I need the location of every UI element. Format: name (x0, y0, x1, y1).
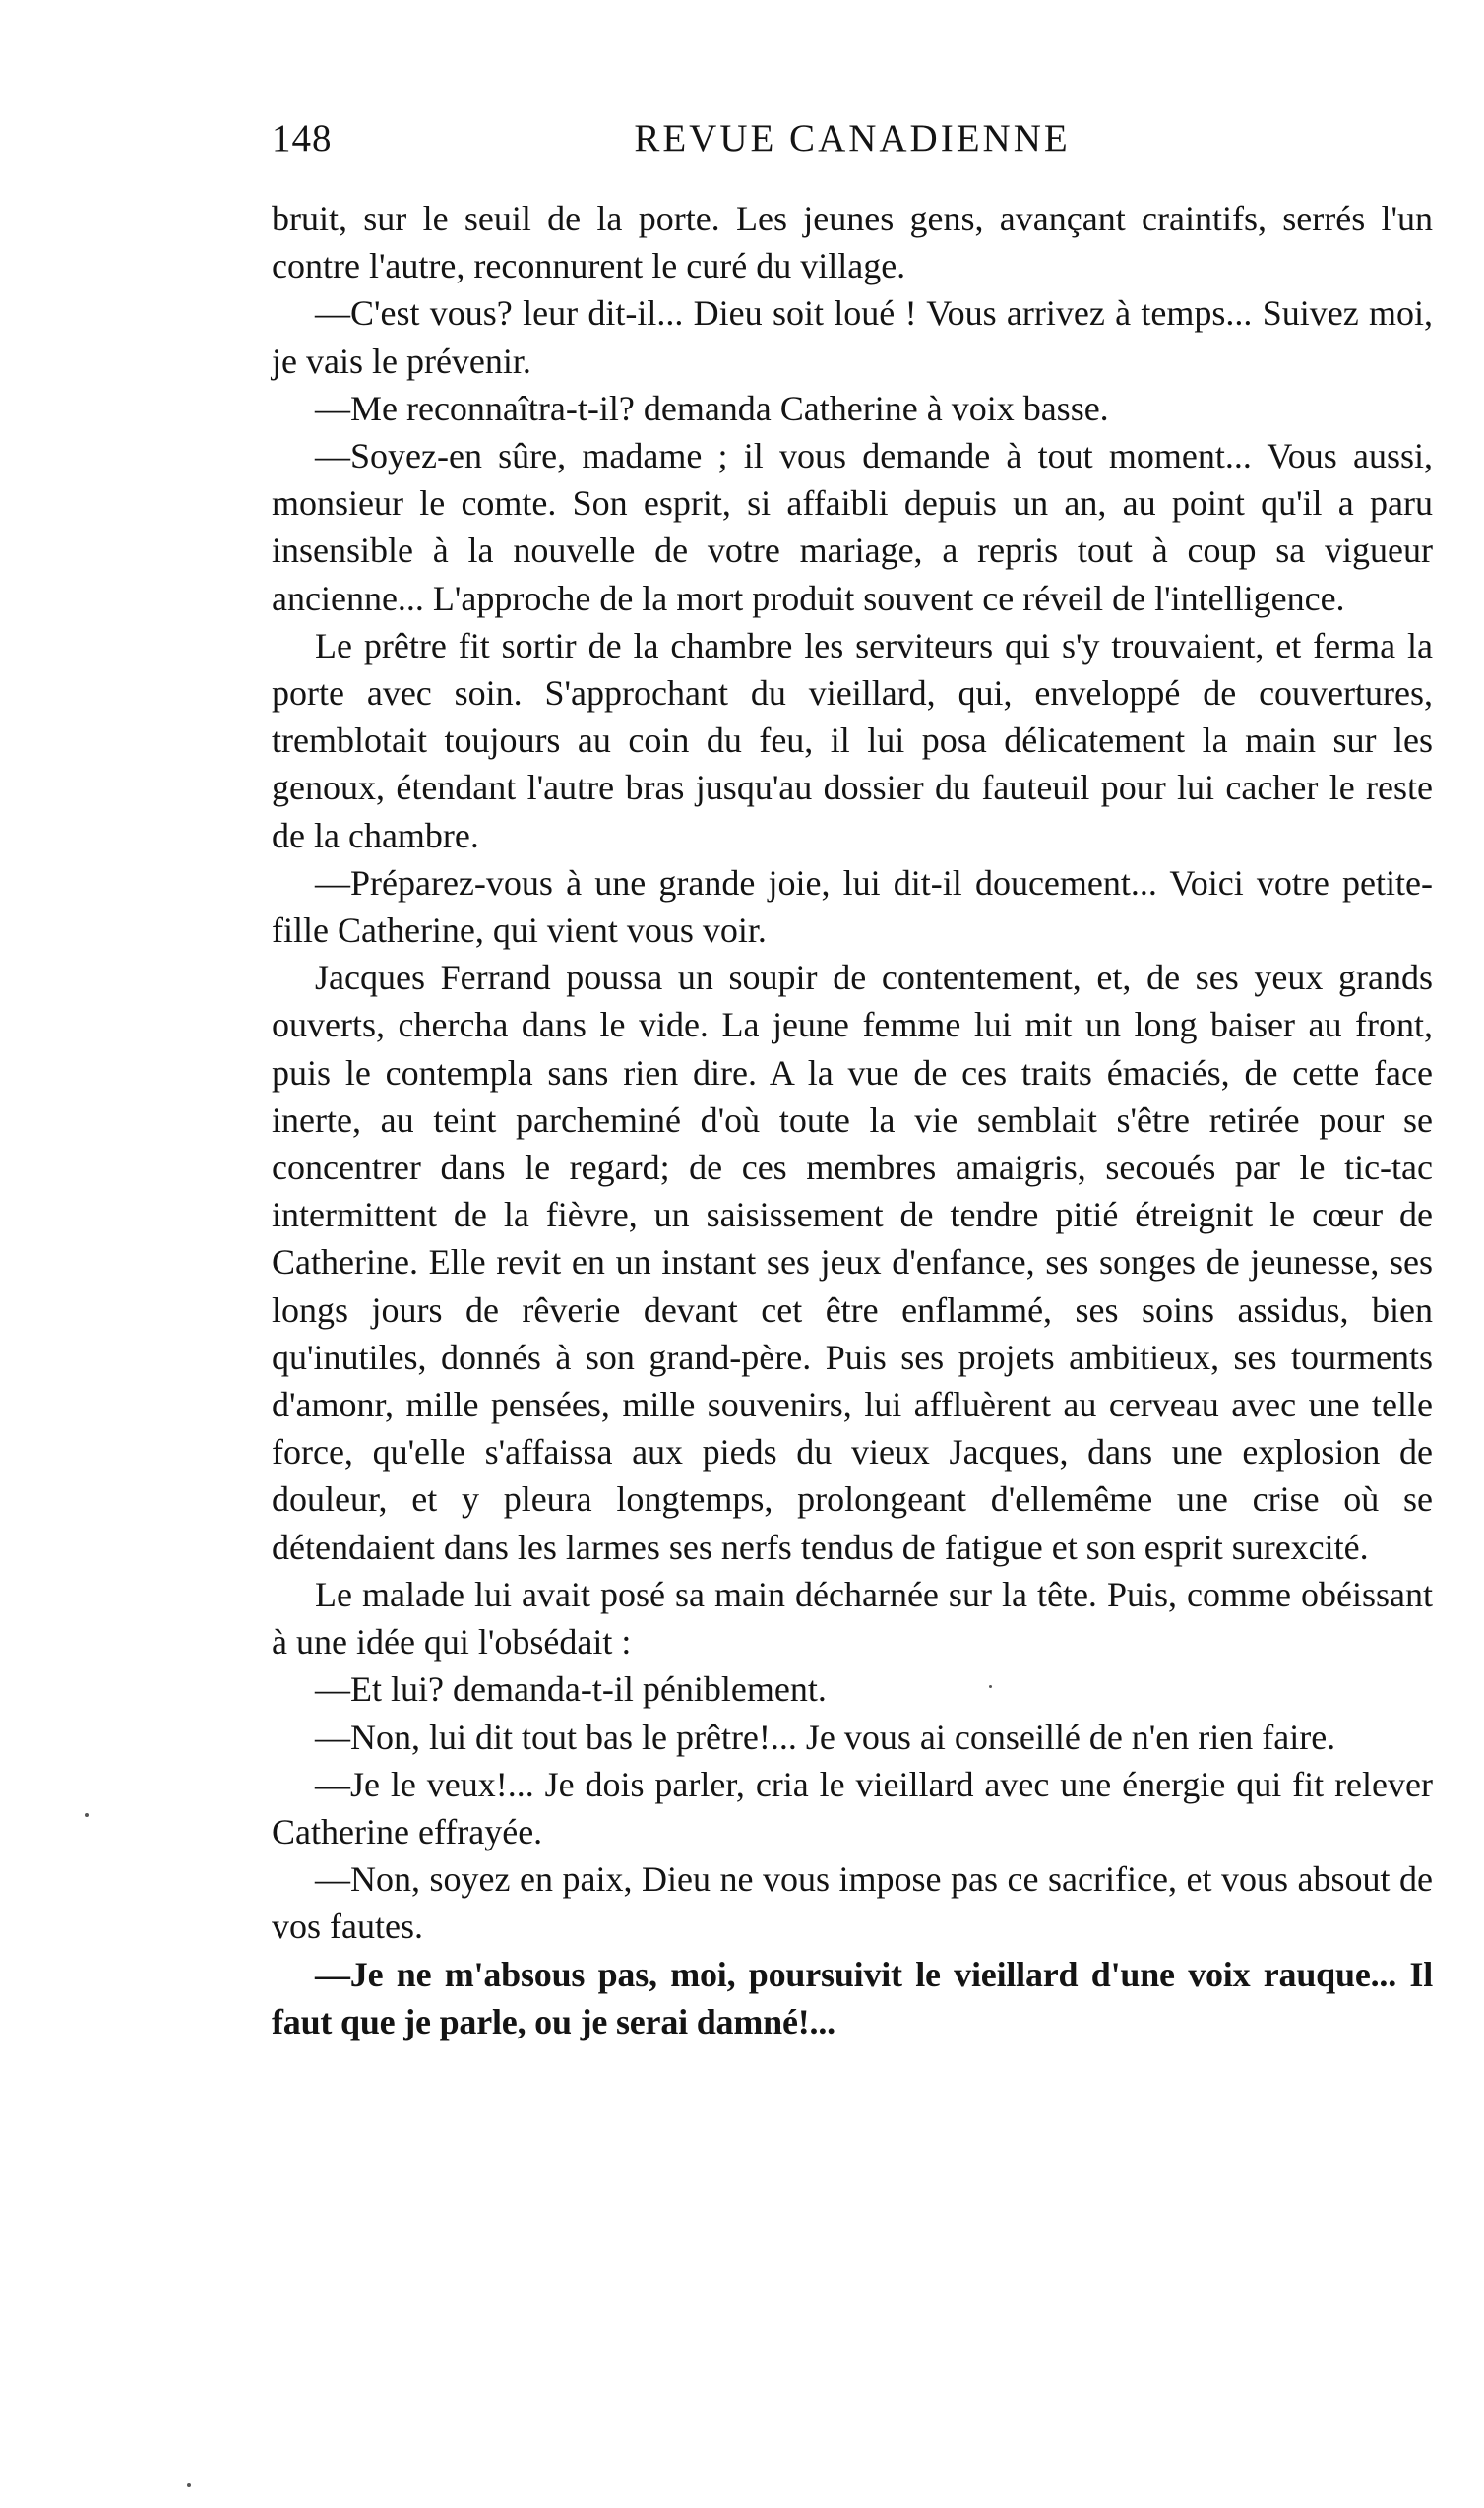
paragraph-dialogue: —Et lui? demanda-t-il péniblement. (315, 1669, 827, 1710)
paragraph-dialogue: —Soyez-en sûre, madame ; il vous demande à tout moment... Vous aussi, monsieur le comte. Son esprit, si affaibli depuis un an, au point qu'il a paru insensible à la nouvelle de votre mariage, a repris tout à coup sa vigueur ancienne... L'approche de la mort produit souvent ce réveil de l'intelligence. (272, 436, 1433, 618)
page-number: 148 (272, 117, 333, 159)
paragraph: Le prêtre fit sortir de la chambre les serviteurs qui s'y trouvaient, et ferma la porte avec soin. S'approchant du vieillard, qui, enveloppé de couvertures, tremblotait toujours au coin du feu, il lui posa délicatement la main sur les genoux, étendant l'autre bras jusqu'au dossier du fauteuil pour lui cacher le reste de la chambre. (272, 625, 1433, 855)
paragraph: Le malade lui avait posé sa main décharnée sur la tête. Puis, comme obéissant à une idée qui l'obsédait : (272, 1574, 1433, 1662)
paragraph-dialogue: —Me reconnaîtra-t-il? demanda Catherine à voix basse. (315, 388, 1109, 428)
paragraph: Jacques Ferrand poussa un soupir de contentement, et, de ses yeux grands ouverts, chercha dans le vide. La jeune femme lui mit un long baiser au front, puis le contempla sans rien dire. A la vue de ces traits émaciés, de cette face inerte, au teint parcheminé d'où toute la vie semblait s'être retirée pour se concentrer dans le regard; de ces membres amaigris, secoués par le tic-tac intermittent de la fièvre, un saisissement de tendre pitié étreignit le cœur de Catherine. Elle revit en un instant ses jeux d'enfance, ses songes de jeunesse, ses longs jours de rêverie devant cet être enflammé, ses soins assidus, bien qu'inutiles, donnés à son grand-père. Puis ses projets ambitieux, ses tourments d'amonr, mille pensées, mille souvenirs, lui affluèrent au cerveau avec une telle force, qu'elle s'affaissa aux pieds du vieux Jacques, dans une explosion de douleur, et y pleura longtemps, prolongeant d'ellemême une crise où se détendaient dans les larmes ses nerfs tendus de fatigue et son esprit surexcité. (272, 958, 1433, 1567)
paragraph-dialogue: —C'est vous? leur dit-il... Dieu soit loué ! Vous arrivez à temps... Suivez moi, je vais le prévenir. (272, 293, 1433, 381)
scan-speck (187, 2483, 191, 2487)
scan-speck (85, 1813, 89, 1817)
paragraph-dialogue: —Non, lui dit tout bas le prêtre!... Je vous ai conseillé de n'en rien faire. (315, 1717, 1336, 1757)
running-title: REVUE CANADIENNE (634, 117, 1071, 159)
paragraph-dialogue: —Non, soyez en paix, Dieu ne vous impose pas ce sacrifice, et vous absout de vos fautes. (272, 1859, 1433, 1947)
paragraph-continued: bruit, sur le seuil de la porte. Les jeunes gens, avançant craintifs, serrés l'un contre l'autre, reconnurent le curé du village. (272, 199, 1433, 286)
body-text (272, 195, 1433, 2045)
paragraph-dialogue: —Préparez-vous à une grande joie, lui dit-il doucement... Voici votre petite-fille Catherine, qui vient vous voir. (272, 862, 1433, 951)
paragraph-dialogue: —Je ne m'absous pas, moi, poursuivit le vieillard d'une voix rauque... Il faut que je parle, ou je serai damné!... (272, 1954, 1433, 2041)
paragraph-dialogue: —Je le veux!... Je dois parler, cria le vieillard avec une énergie qui fit relever Catherine effrayée. (272, 1764, 1433, 1851)
scan-speck (989, 1685, 992, 1688)
page-header (272, 116, 1433, 167)
